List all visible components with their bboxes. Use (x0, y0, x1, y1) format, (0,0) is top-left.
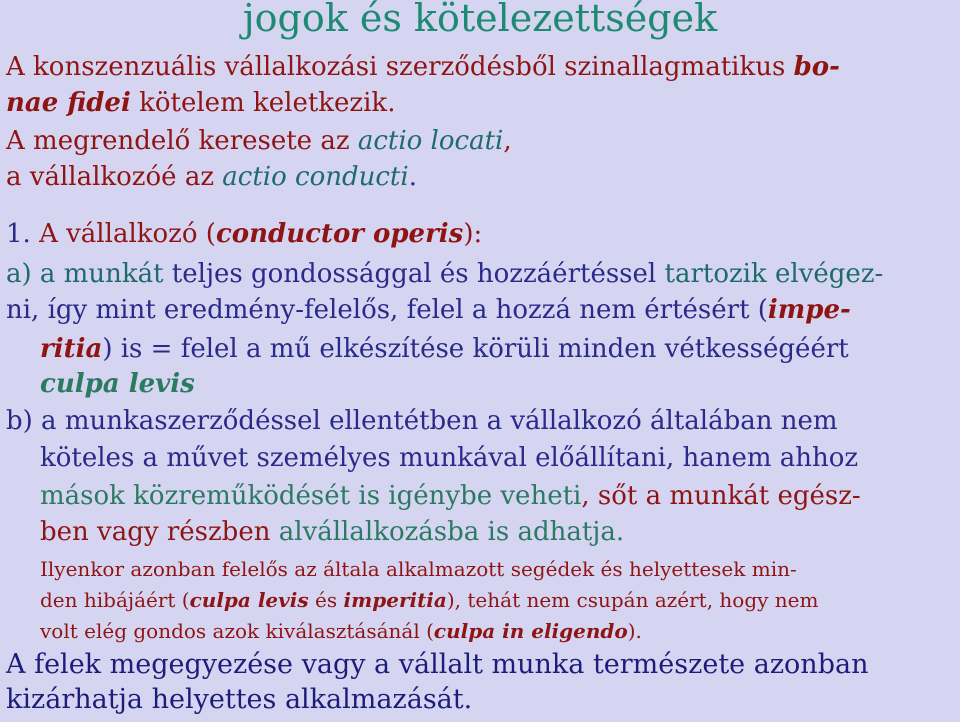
item-b-line-2 (40, 440, 858, 476)
item-b-line-3 (40, 478, 861, 514)
item-a-line-1 (6, 256, 883, 292)
item-a-line-4 (40, 366, 195, 402)
heading-text: A vállalkozó ( (39, 219, 216, 249)
intro-text: a vállalkozóé az (6, 162, 215, 192)
item-text: tartozik elvégez- (664, 259, 884, 289)
item-a-line-3 (40, 331, 849, 367)
item-b-line-4 (40, 514, 624, 550)
note-text: és (315, 588, 338, 612)
item-text: ni, így mint eredmény-felelős, felel a hozzá nem értésért ( (6, 295, 768, 325)
latin-term: actio conducti (222, 162, 409, 192)
note-text: Ilyenkor azonban felelős az általa alkalmazott segédek és helyettesek min- (40, 557, 797, 581)
item-text: alvállalkozásba is adhatja. (278, 517, 625, 547)
item-text: mások közreműködését is igénybe veheti (40, 481, 582, 511)
intro-line-2 (6, 85, 395, 121)
item-text: köteles a művet személyes munkával előállítani, hanem ahhoz (40, 443, 859, 473)
closing-line-2 (6, 682, 472, 718)
note-line-3 (40, 616, 642, 646)
latin-term: bo- (793, 52, 840, 82)
section-number: 1. (6, 219, 31, 249)
punctuation: . (408, 162, 417, 192)
latin-term: impe- (767, 295, 851, 325)
punctuation: , (503, 126, 512, 156)
item-a-line-2 (6, 292, 851, 328)
latin-term: conductor operis (215, 219, 464, 249)
closing-line-1 (6, 647, 868, 683)
intro-line-4 (6, 159, 417, 195)
note-text: volt elég gondos azok kiválasztásánál ( (40, 619, 434, 643)
item-text: teljes gondossággal és hozzáértéssel (171, 259, 657, 289)
note-text: ). (627, 619, 642, 643)
latin-term: ritia (40, 334, 103, 364)
heading-text: ): (463, 219, 483, 249)
closing-text: A felek megegyezése vagy a vállalt munka természete azonban (6, 649, 869, 680)
note-text: den hibájáért ( (40, 588, 190, 612)
item-text: a) a munkát (6, 259, 164, 289)
latin-term: imperitia (343, 588, 447, 612)
note-text: ), tehát nem csupán azért, hogy nem (446, 588, 819, 612)
latin-term: culpa levis (40, 369, 195, 399)
intro-text: A konszenzuális vállalkozási szerződésből szinallagmatikus (6, 52, 786, 82)
note-line-2 (40, 585, 819, 615)
intro-line-1 (6, 49, 840, 85)
item-text: , sőt a munkát egész- (581, 481, 861, 511)
latin-term: nae fidei (6, 88, 131, 118)
note-line-1 (40, 554, 797, 584)
item-text: b) a munkaszerződéssel ellentétben a vállalkozó általában nem (6, 406, 838, 436)
section-heading (6, 216, 482, 252)
intro-text: A megrendelő keresete az (6, 126, 350, 156)
page-title: jogok és kötelezettségek (242, 0, 718, 40)
closing-text: kizárhatja helyettes alkalmazását. (6, 684, 473, 715)
latin-term: actio locati (357, 126, 504, 156)
item-b-line-1 (6, 403, 838, 439)
intro-text: kötelem keletkezik. (139, 88, 396, 118)
intro-line-3 (6, 123, 512, 159)
latin-term: culpa levis (189, 588, 309, 612)
latin-term: culpa in eligendo (433, 619, 628, 643)
item-text: ben vagy részben (40, 517, 271, 547)
item-text: ) is = felel a mű elkészítése körüli minden vétkességéért (102, 334, 849, 364)
